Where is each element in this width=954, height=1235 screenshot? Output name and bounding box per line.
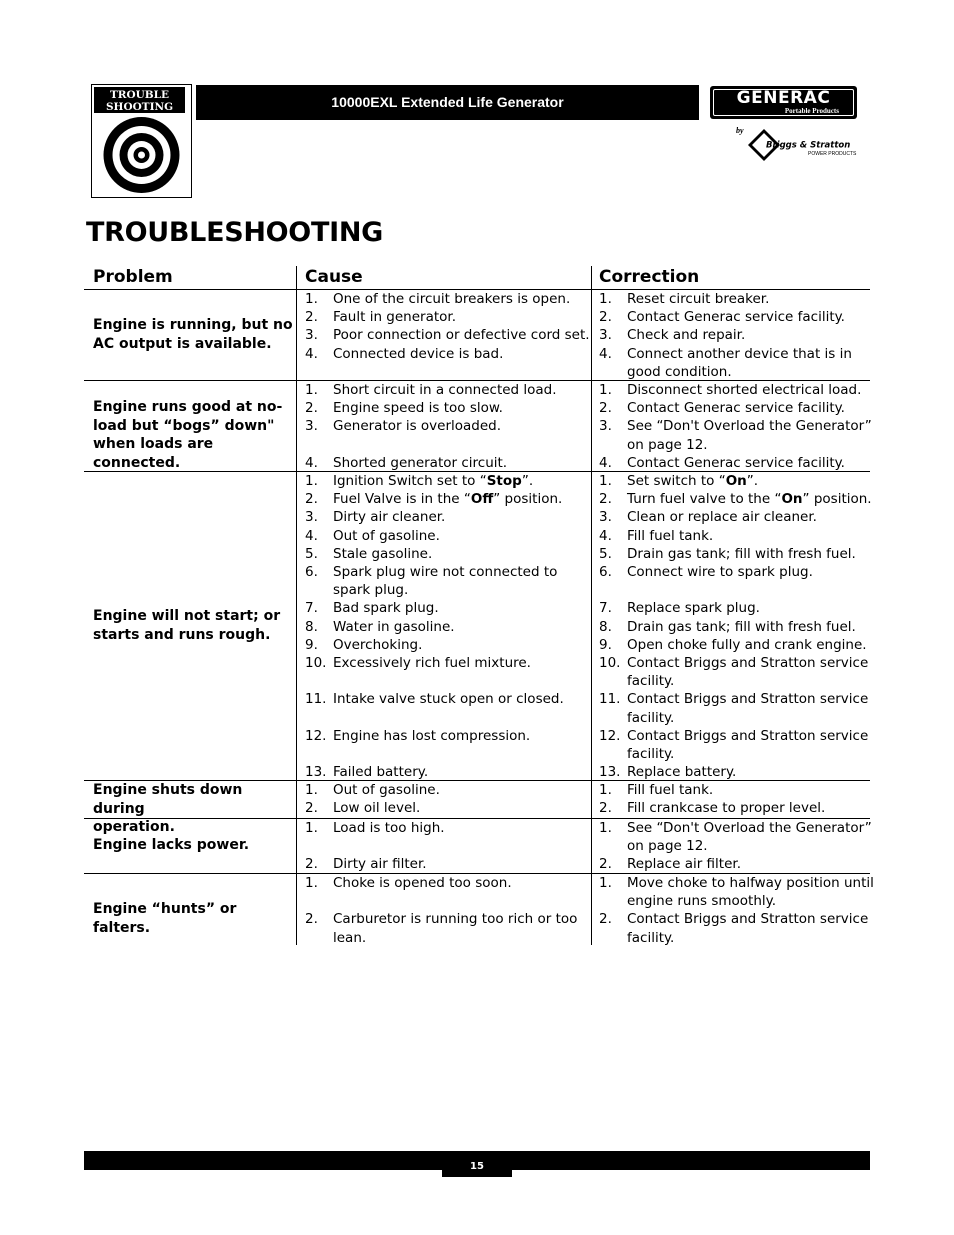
item-text-line: Ignition Switch set to “Stop”. [333, 473, 534, 489]
problem-line: operation. [93, 819, 175, 835]
item-text-line: Open choke fully and crank engine. [627, 636, 867, 653]
column-header-problem: Problem [93, 267, 173, 287]
item-text [333, 855, 427, 873]
item-text [627, 874, 874, 910]
item-number: 10. [599, 655, 621, 671]
item-number: 2. [305, 911, 318, 928]
item-text-line: facility. [627, 929, 675, 946]
item-number: 3. [305, 509, 318, 526]
item-text-line: Reset circuit breaker. [627, 291, 770, 307]
item-text-line: Drain gas tank; fill with fresh fuel. [627, 545, 856, 562]
item-number: 2. [305, 400, 318, 417]
item-text-line: Failed battery. [333, 764, 429, 781]
item-text [333, 910, 577, 946]
item-number: 4. [305, 454, 318, 471]
item-text [333, 636, 422, 654]
item-text-line: Turn fuel valve to the “On” position. [627, 491, 872, 508]
item-number: 1. [305, 875, 318, 891]
problem-cell [93, 398, 293, 472]
item-number: 9. [599, 636, 612, 653]
item-text-line: Replace battery. [627, 764, 737, 781]
item-text-line: Set switch to “On”. [627, 473, 759, 489]
item-number: 2. [305, 800, 318, 817]
partner-name: Briggs & Stratton [766, 140, 851, 151]
item-number: 1. [305, 291, 318, 307]
item-text [333, 690, 564, 708]
item-text-line: facility. [627, 709, 675, 726]
item-text [627, 454, 845, 472]
problem-line: Engine is running, but no [93, 317, 293, 333]
partner-subtitle: POWER PRODUCTS [808, 151, 857, 157]
item-number: 4. [599, 454, 612, 471]
item-text-line: Water in gasoline. [333, 618, 455, 635]
item-text [333, 527, 440, 545]
item-text [627, 763, 736, 781]
item-text [333, 618, 455, 636]
item-text [627, 490, 872, 508]
column-header-correction: Correction [599, 267, 700, 287]
item-text [333, 563, 557, 599]
item-text-line: Fill crankcase to proper level. [627, 800, 826, 817]
item-number: 4. [305, 527, 318, 544]
item-text [333, 381, 557, 399]
brand-subtitle: Portable Products [784, 107, 839, 115]
item-number: 12. [305, 727, 327, 744]
item-text-line: Generator is overloaded. [333, 418, 502, 435]
item-text [627, 527, 713, 545]
item-text-line: Load is too high. [333, 820, 445, 836]
generac-logo [710, 86, 857, 119]
item-number: 2. [599, 800, 612, 817]
problem-line: Engine lacks power. [93, 837, 250, 853]
item-text-line: Carburetor is running too rich or too [333, 911, 578, 928]
item-text-line: Replace air filter. [627, 856, 742, 873]
item-number: 2. [599, 400, 612, 417]
item-number: 4. [599, 345, 612, 362]
target-icon [97, 115, 186, 195]
item-text [333, 508, 445, 526]
item-text-line: Bad spark plug. [333, 600, 439, 617]
item-text-line: Contact Generac service facility. [627, 309, 845, 326]
item-text-line: Contact Briggs and Stratton service [627, 691, 869, 708]
problem-line: Engine runs good at no- [93, 399, 283, 415]
item-number: 1. [305, 820, 318, 836]
page-number: 15 [442, 1157, 512, 1177]
item-text-line: One of the circuit breakers is open. [333, 291, 571, 307]
item-text [333, 727, 530, 745]
item-text [627, 290, 769, 308]
problem-line: when loads are connected. [93, 436, 214, 471]
item-text-line: lean. [333, 929, 367, 946]
item-number: 3. [599, 509, 612, 526]
document-title-bar: 10000EXL Extended Life Generator [196, 85, 699, 120]
item-text [627, 599, 760, 617]
item-number: 2. [305, 491, 318, 508]
item-text [627, 910, 868, 946]
item-text-line: good condition. [627, 363, 732, 380]
column-divider [591, 266, 592, 945]
item-text [333, 763, 428, 781]
item-number: 7. [305, 600, 318, 617]
item-number: 10. [305, 655, 327, 671]
item-text-line: Connect another device that is in [627, 345, 852, 362]
item-text [627, 799, 825, 817]
item-text-line: Fault in generator. [333, 309, 457, 326]
item-number: 1. [599, 382, 612, 398]
item-number: 4. [305, 345, 318, 362]
item-number: 2. [599, 491, 612, 508]
item-text-line: See “Don't Overload the Generator” [627, 418, 872, 435]
item-text [333, 308, 456, 326]
item-text [627, 345, 852, 381]
item-number: 11. [305, 691, 327, 708]
item-text-line: Clean or replace air cleaner. [627, 509, 817, 526]
item-number: 2. [305, 309, 318, 326]
item-text-line: Replace spark plug. [627, 600, 760, 617]
item-text-line: facility. [627, 746, 675, 762]
item-text-line: Fuel Valve is in the “Off” position. [333, 491, 563, 508]
item-text-line: on page 12. [627, 436, 708, 453]
item-text [627, 417, 872, 453]
item-text-line: Shorted generator circuit. [333, 454, 508, 471]
item-text-line: See “Don't Overload the Generator” [627, 820, 872, 836]
problem-line: Engine shuts down during [93, 782, 243, 817]
item-text [627, 399, 845, 417]
item-number: 5. [305, 545, 318, 562]
item-text-line: Spark plug wire not connected to [333, 564, 558, 580]
item-text [333, 819, 445, 837]
item-text-line: Contact Briggs and Stratton service [627, 655, 869, 671]
item-text-line: Fill fuel tank. [627, 782, 714, 798]
item-text [333, 799, 420, 817]
item-text [333, 781, 440, 799]
item-text [627, 690, 868, 726]
item-text-line: Poor connection or defective cord set. [333, 327, 590, 344]
item-number: 2. [599, 856, 612, 873]
item-number: 7. [599, 600, 612, 617]
problem-line: Engine will not start; or [93, 608, 281, 624]
item-text [333, 454, 507, 472]
item-number: 11. [599, 691, 621, 708]
item-number: 1. [599, 473, 612, 489]
item-text [627, 563, 813, 581]
problem-cell [93, 607, 293, 644]
item-text [333, 326, 590, 344]
problem-cell [93, 781, 293, 837]
item-text-line: spark plug. [333, 582, 409, 599]
item-text-line: Check and repair. [627, 327, 746, 344]
item-text-line: Short circuit in a connected load. [333, 382, 557, 398]
item-text [333, 290, 570, 308]
item-text-line: Contact Generac service facility. [627, 400, 845, 417]
item-text-line: Contact Briggs and Stratton service [627, 727, 869, 744]
item-number: 1. [599, 820, 612, 836]
item-text [627, 618, 856, 636]
item-number: 1. [305, 782, 318, 798]
item-text-line: Drain gas tank; fill with fresh fuel. [627, 618, 856, 635]
item-number: 3. [599, 418, 612, 435]
briggs-stratton-logo [748, 128, 860, 162]
item-text [333, 472, 533, 490]
item-text-line: Overchoking. [333, 636, 423, 653]
item-number: 3. [305, 418, 318, 435]
item-text-line: Out of gasoline. [333, 782, 440, 798]
item-text-line: Move choke to halfway position until [627, 875, 874, 891]
item-text [627, 508, 817, 526]
item-text-line: Intake valve stuck open or closed. [333, 691, 564, 708]
item-text [627, 636, 867, 654]
item-number: 3. [599, 327, 612, 344]
item-text [333, 417, 501, 435]
item-text-line: Connected device is bad. [333, 345, 504, 362]
item-text [627, 308, 845, 326]
item-number: 8. [305, 618, 318, 635]
problem-cell [93, 836, 293, 855]
item-text [333, 874, 512, 892]
item-number: 6. [599, 564, 612, 580]
item-number: 4. [599, 527, 612, 544]
item-number: 1. [305, 473, 318, 489]
item-number: 1. [305, 382, 318, 398]
item-text [627, 654, 868, 690]
problem-line: AC output is available. [93, 335, 272, 352]
item-number: 9. [305, 636, 318, 653]
item-number: 3. [305, 327, 318, 344]
item-text [333, 490, 562, 508]
item-number: 13. [599, 764, 621, 781]
item-text [333, 654, 531, 672]
item-number: 1. [599, 782, 612, 798]
problem-line: Engine “hunts” or falters. [93, 901, 237, 936]
item-text [627, 545, 856, 563]
item-text [627, 472, 758, 490]
item-text-line: Engine speed is too slow. [333, 400, 503, 417]
item-number: 13. [305, 764, 327, 781]
by-text: by [736, 126, 744, 135]
problem-line: starts and runs rough. [93, 626, 271, 643]
item-text-line: on page 12. [627, 838, 708, 855]
item-text-line: Contact Briggs and Stratton service [627, 911, 869, 928]
item-text [627, 381, 861, 399]
item-text-line: Contact Generac service facility. [627, 454, 845, 471]
item-text-line: Low oil level. [333, 800, 421, 817]
item-text-line: engine runs smoothly. [627, 893, 776, 910]
item-text [627, 781, 713, 799]
item-text-line: Engine has lost compression. [333, 727, 531, 744]
item-text-line: Choke is opened too soon. [333, 875, 512, 891]
item-text-line: facility. [627, 673, 675, 690]
problem-line: load but “bogs” down" [93, 417, 275, 434]
item-number: 1. [599, 291, 612, 307]
item-text-line: Dirty air cleaner. [333, 509, 446, 526]
item-text [333, 399, 503, 417]
item-number: 8. [599, 618, 612, 635]
item-text-line: Disconnect shorted electrical load. [627, 382, 862, 398]
item-text [627, 819, 872, 855]
item-text [627, 326, 745, 344]
item-text-line: Stale gasoline. [333, 545, 433, 562]
badge-label [94, 87, 185, 113]
item-text-line: Excessively rich fuel mixture. [333, 655, 531, 671]
item-number: 5. [599, 545, 612, 562]
column-header-cause: Cause [305, 267, 363, 287]
item-number: 12. [599, 727, 621, 744]
problem-cell [93, 316, 293, 353]
item-text-line: Dirty air filter. [333, 856, 427, 873]
item-text-line: Fill fuel tank. [627, 527, 714, 544]
brand-name: GENERAC [736, 88, 831, 108]
troubleshooting-badge [91, 84, 192, 198]
item-number: 2. [305, 856, 318, 873]
item-number: 6. [305, 564, 318, 580]
item-text [333, 545, 432, 563]
item-text [333, 345, 503, 363]
item-text [333, 599, 439, 617]
badge-line-2: SHOOTING [105, 101, 174, 113]
item-text [627, 855, 741, 873]
badge-line-1: TROUBLE [109, 89, 170, 101]
item-text-line: Connect wire to spark plug. [627, 564, 813, 580]
item-text [627, 727, 868, 763]
column-divider [296, 266, 297, 945]
item-text-line: Out of gasoline. [333, 527, 440, 544]
problem-cell [93, 900, 293, 937]
item-number: 1. [599, 875, 612, 891]
item-number: 2. [599, 911, 612, 928]
page-title: TROUBLESHOOTING [86, 217, 383, 248]
item-number: 2. [599, 309, 612, 326]
